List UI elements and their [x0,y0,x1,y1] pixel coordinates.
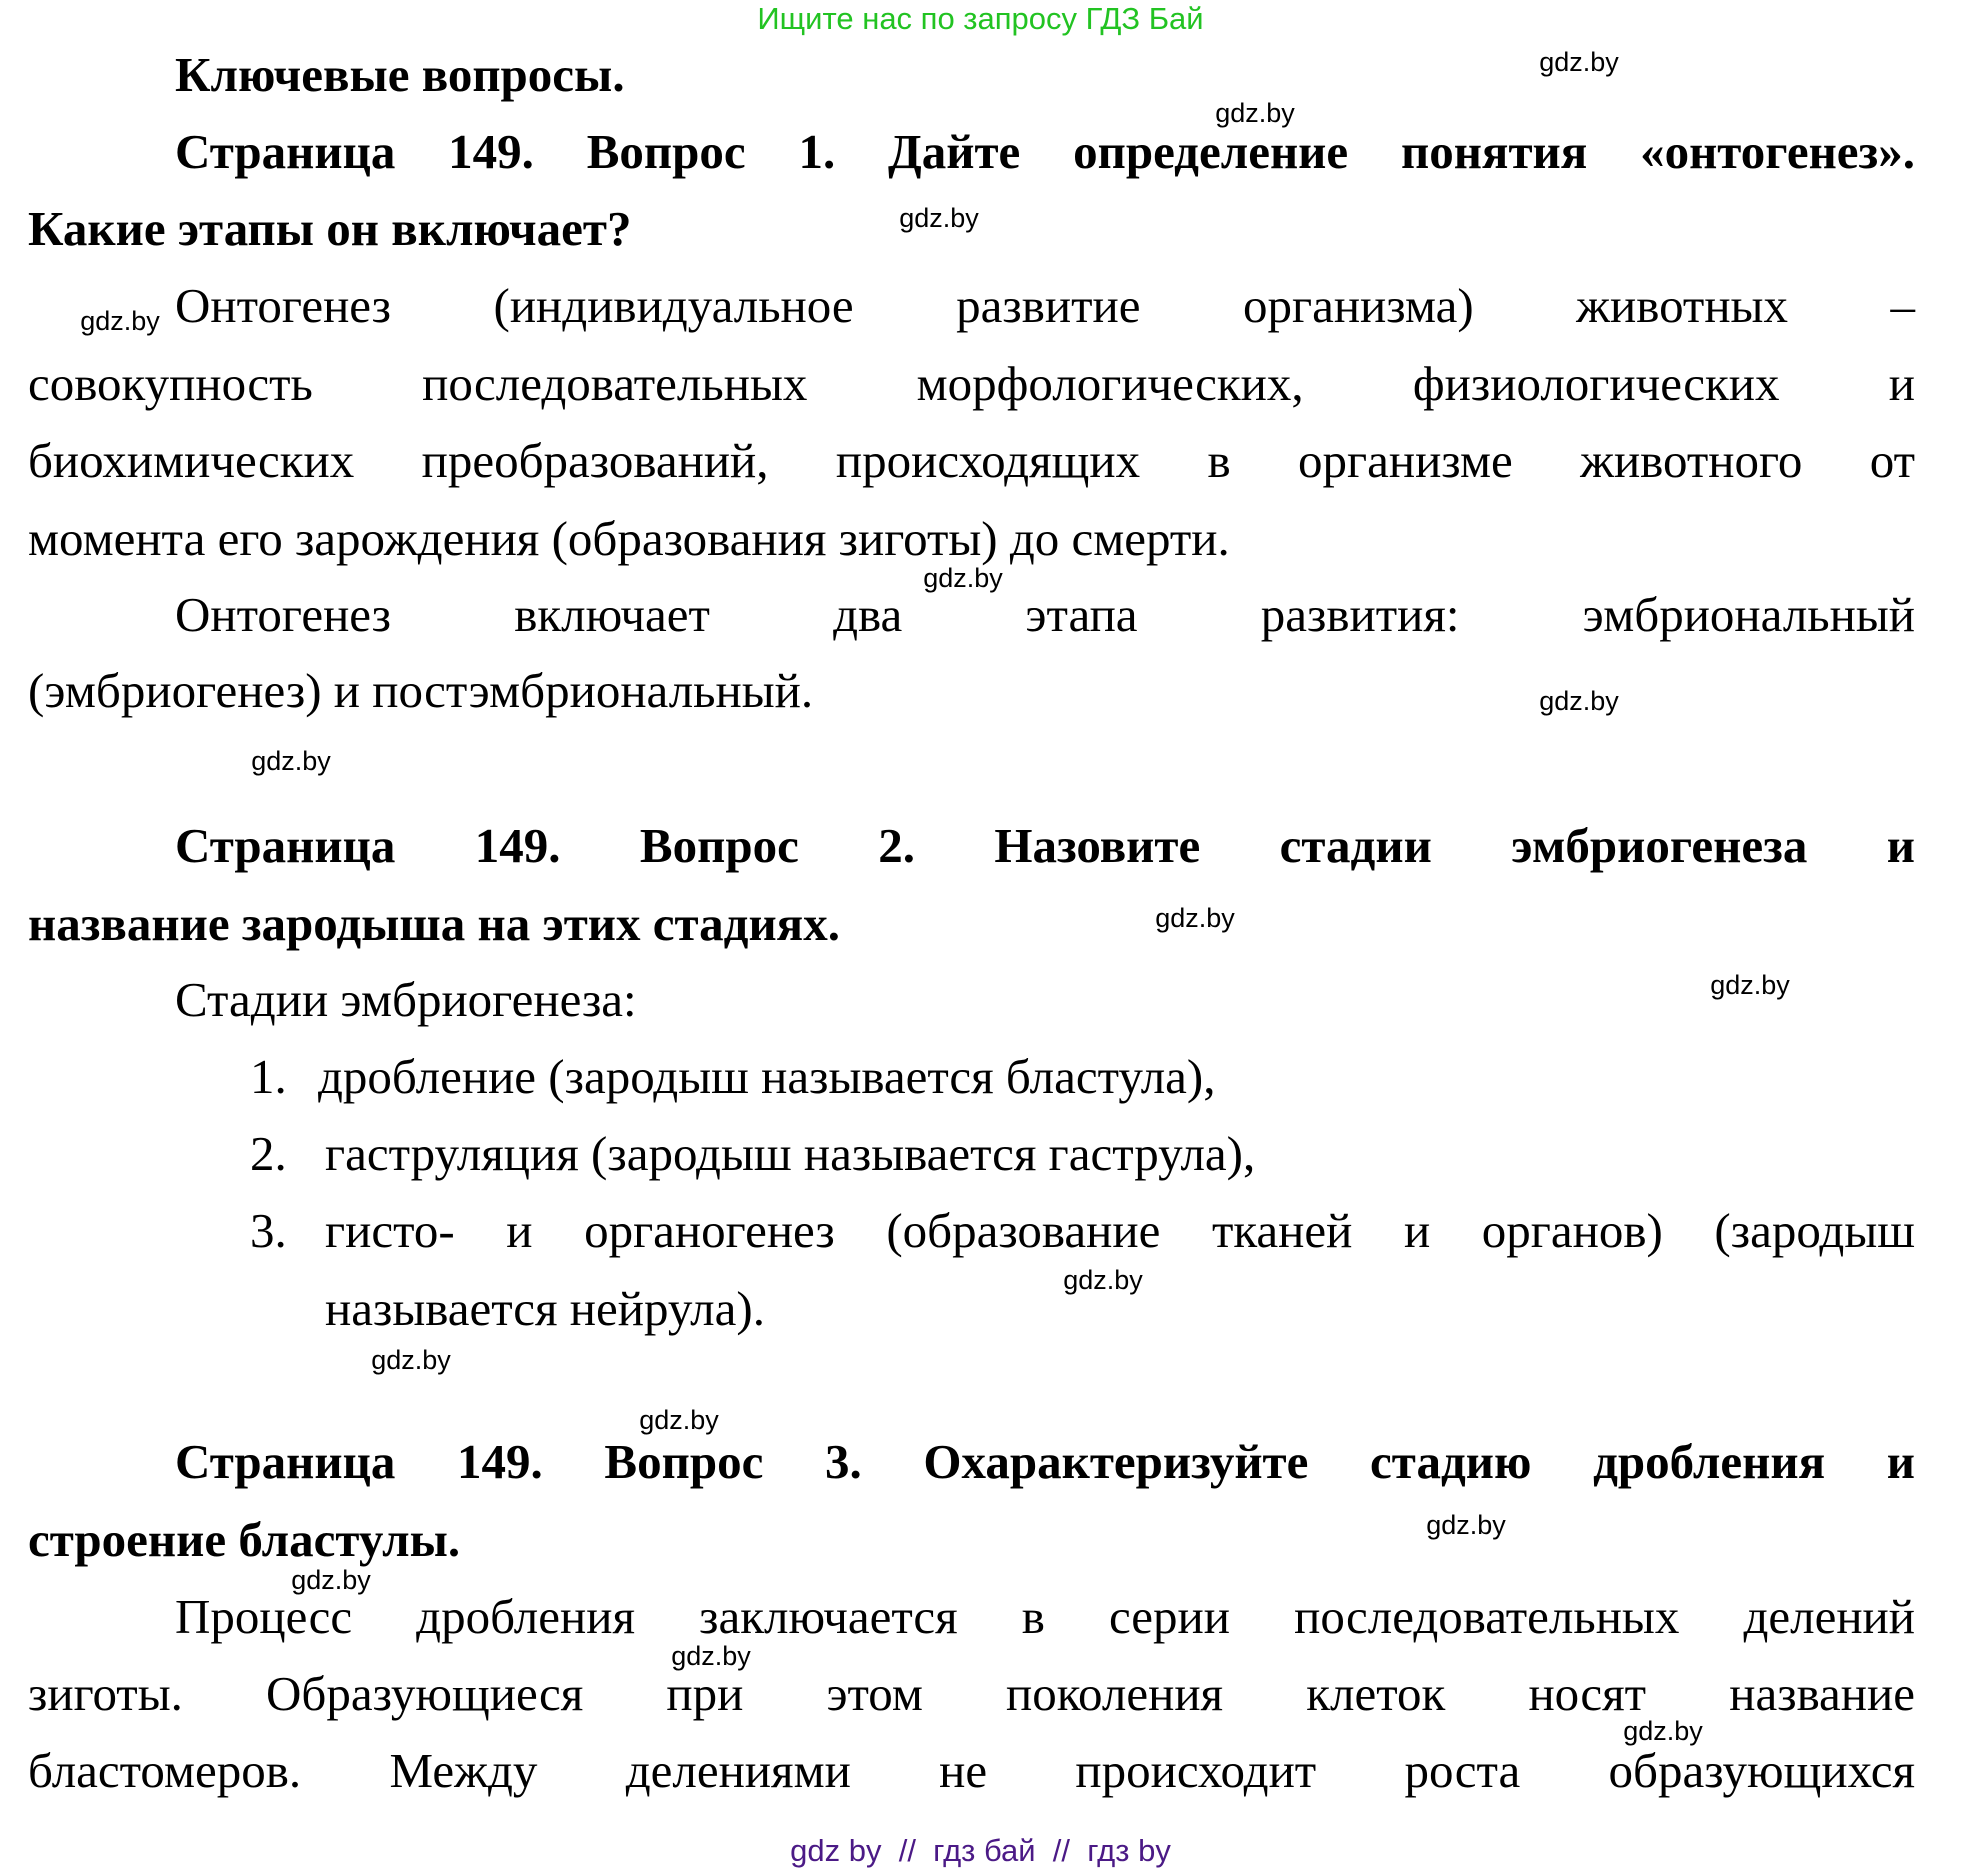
stages-intro: Стадии эмбриогенеза: [175,972,637,1027]
answer-1-line: Онтогенез (индивидуальное развитие организма) животных – [175,278,1915,333]
question-1-heading: Страница 149. Вопрос 1. Дайте определение понятия «онтогенез». [175,124,1915,179]
list-number: 3. [250,1203,287,1258]
list-number: 2. [250,1126,287,1181]
list-item: гаструляция (зародыш называется гаструла), [325,1126,1256,1181]
footer-links: gdz by // гдз бай // гдз by [790,1833,1171,1868]
list-item: дробление (зародыш называется бластула), [318,1049,1216,1104]
watermark: gdz.by [80,306,160,336]
question-3-heading-cont: строение бластулы. [28,1512,461,1567]
list-item: гисто- и органогенез (образование тканей и органов) (зародыш [325,1203,1915,1258]
answer-3-line: зиготы. Образующиеся при этом поколения клеток носят название [28,1666,1915,1721]
answer-1-line: момента его зарождения (образования зиготы) до смерти. [28,511,1230,566]
watermark: gdz.by [251,746,331,776]
list-item-cont: называется нейрула). [325,1281,765,1336]
answer-3-line: Процесс дробления заключается в серии последовательных делений [175,1589,1915,1644]
question-1-heading-cont: Какие этапы он включает? [28,201,632,256]
watermark: gdz.by [1539,47,1619,77]
watermark: gdz.by [291,1565,371,1595]
watermark: gdz.by [1539,686,1619,716]
watermark: gdz.by [923,563,1003,593]
watermark: gdz.by [371,1345,451,1375]
section-title: Ключевые вопросы. [175,47,625,102]
watermark: gdz.by [1155,903,1235,933]
watermark: gdz.by [1063,1265,1143,1295]
answer-1-line: биохимических преобразований, происходящих в организме животного от [28,433,1915,488]
search-banner: Ищите нас по запросу ГДЗ Бай [757,1,1204,36]
answer-1-line: Онтогенез включает два этапа развития: эмбриональный [175,587,1915,642]
question-3-heading: Страница 149. Вопрос 3. Охарактеризуйте стадию дробления и [175,1434,1915,1489]
answer-1-line: совокупность последовательных морфологических, физиологических и [28,356,1915,411]
watermark: gdz.by [671,1641,751,1671]
answer-1-line: (эмбриогенез) и постэмбриональный. [28,663,814,718]
question-2-heading-cont: название зародыша на этих стадиях. [28,896,840,951]
watermark: gdz.by [899,203,979,233]
answer-3-line: бластомеров. Между делениями не происходит роста образующихся [28,1743,1915,1798]
question-2-heading: Страница 149. Вопрос 2. Назовите стадии эмбриогенеза и [175,818,1915,873]
watermark: gdz.by [639,1405,719,1435]
watermark: gdz.by [1426,1510,1506,1540]
watermark: gdz.by [1710,970,1790,1000]
watermark: gdz.by [1215,98,1295,128]
watermark: gdz.by [1623,1716,1703,1746]
list-number: 1. [250,1049,287,1104]
